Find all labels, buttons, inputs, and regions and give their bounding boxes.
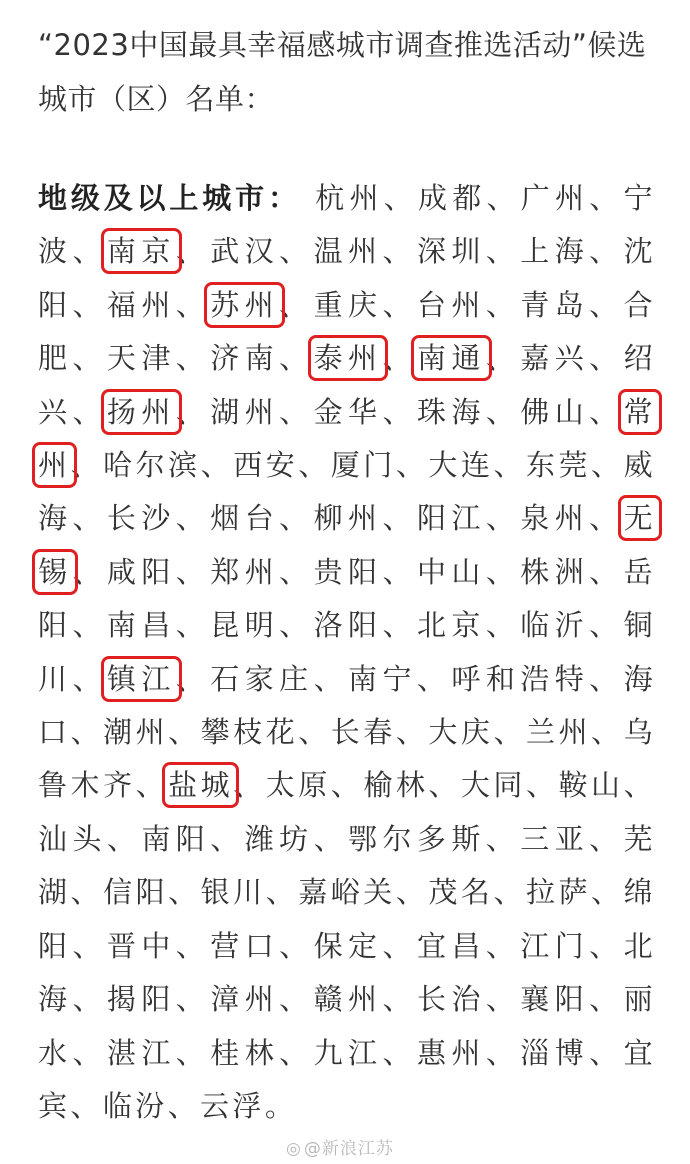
city-name: 南宁	[348, 661, 417, 696]
city-name: 泉州	[520, 501, 590, 536]
separator: 、	[70, 448, 104, 483]
city-name: 武汉	[210, 234, 280, 269]
separator: 、	[72, 287, 107, 322]
city-name: 惠州	[416, 1035, 486, 1070]
separator: 、	[279, 287, 314, 322]
watermark	[286, 1134, 394, 1159]
city-name: 榆林	[363, 768, 429, 803]
city-name: 云浮	[200, 1088, 265, 1123]
city-name: 金华	[313, 394, 383, 429]
separator: 、	[589, 661, 624, 696]
highlighted-city: 苏州	[210, 287, 280, 322]
separator: 、	[279, 234, 314, 269]
city-name: 乌鲁木齐	[38, 715, 656, 803]
separator: 、	[485, 287, 521, 322]
city-name: 营口	[210, 928, 280, 963]
separator: 、	[330, 768, 364, 803]
separator: 、	[589, 394, 624, 429]
city-name: 杭州	[315, 181, 384, 215]
ending-mark: 。	[264, 1088, 298, 1123]
city-name: 芜湖	[38, 821, 656, 910]
city-list	[38, 172, 656, 1133]
city-name: 郑州	[210, 554, 280, 589]
city-name: 漳州	[210, 982, 280, 1017]
separator: 、	[175, 608, 211, 643]
separator: 、	[72, 554, 107, 589]
city-name: 柳州	[313, 501, 383, 536]
city-name: 佛山	[520, 394, 590, 429]
city-name: 揭阳	[106, 982, 176, 1017]
city-name: 中山	[416, 554, 486, 589]
separator: 、	[72, 501, 107, 536]
separator: 、	[168, 715, 201, 750]
city-name: 大连	[428, 448, 494, 483]
city-name: 嘉兴	[520, 341, 590, 376]
city-name: 银川	[200, 875, 266, 910]
city-name: 鞍山	[558, 768, 624, 803]
city-name: 丽水	[38, 982, 657, 1070]
highlighted-city: 泰州	[313, 341, 383, 376]
separator: 、	[382, 341, 417, 376]
separator: 、	[485, 234, 521, 269]
separator: 、	[70, 875, 104, 910]
city-name: 太原	[265, 768, 331, 803]
separator: 、	[395, 715, 429, 750]
separator: 、	[175, 1035, 211, 1070]
separator: 、	[485, 608, 521, 643]
separator: 、	[72, 394, 107, 429]
separator: 、	[279, 501, 314, 536]
city-name: 湛江	[106, 1035, 176, 1070]
highlighted-city: 南通	[416, 341, 486, 376]
city-name: 南昌	[106, 608, 176, 643]
separator: 、	[382, 554, 417, 589]
city-name: 宜昌	[416, 928, 486, 963]
separator: 、	[589, 554, 624, 589]
separator: 、	[525, 768, 559, 803]
city-name: 桂林	[210, 1035, 280, 1070]
city-name: 石家庄	[210, 661, 314, 696]
separator: 、	[395, 448, 429, 483]
separator: 、	[485, 554, 521, 589]
city-name: 广州	[520, 181, 590, 215]
separator: 、	[175, 234, 211, 269]
city-name: 保定	[313, 928, 383, 963]
city-name: 潮州	[103, 715, 169, 750]
separator: 、	[175, 341, 211, 376]
city-name: 长沙	[106, 501, 176, 536]
city-name: 威海	[38, 448, 656, 536]
highlighted-city: 镇江	[106, 661, 176, 696]
city-name: 信阳	[103, 875, 169, 910]
city-name: 贵阳	[313, 554, 383, 589]
separator: 、	[589, 928, 624, 963]
city-name: 汕头	[38, 821, 107, 856]
separator: 、	[382, 608, 417, 643]
city-name: 九江	[313, 1035, 383, 1070]
separator: 、	[589, 287, 624, 322]
separator: 、	[72, 982, 107, 1017]
city-name: 天津	[106, 341, 176, 376]
separator: 、	[485, 821, 521, 856]
separator: 、	[175, 287, 211, 322]
highlighted-city: 扬州	[106, 394, 176, 429]
separator: 、	[428, 768, 461, 803]
separator: 、	[175, 661, 211, 696]
separator: 、	[623, 768, 656, 803]
separator: 、	[210, 821, 245, 856]
weibo-icon: ◎	[286, 1139, 302, 1159]
city-name: 临沂	[520, 608, 590, 643]
city-name: 铜川	[38, 608, 657, 696]
separator: 、	[416, 661, 452, 696]
city-name: 绍兴	[38, 341, 657, 429]
city-name: 南阳	[141, 821, 211, 856]
separator: 、	[72, 928, 107, 963]
city-name: 昆明	[210, 608, 280, 643]
separator: 、	[72, 661, 107, 696]
city-name: 沈阳	[38, 234, 657, 322]
separator: 、	[382, 928, 417, 963]
separator: 、	[175, 928, 211, 963]
document-title: “2023中国最具幸福感城市调查推选活动”候选城市（区）名单：	[38, 28, 647, 116]
separator: 、	[493, 875, 526, 910]
city-name: 烟台	[210, 501, 280, 536]
city-name: 北海	[38, 928, 657, 1017]
separator: 、	[200, 448, 234, 483]
separator: 、	[72, 341, 107, 376]
city-name: 厦门	[330, 448, 396, 483]
separator: 、	[265, 875, 299, 910]
separator: 、	[383, 181, 419, 215]
separator: 、	[167, 1088, 201, 1123]
separator: 、	[382, 501, 417, 536]
city-name: 哈尔滨	[103, 448, 201, 483]
city-name: 大同	[460, 768, 526, 803]
separator: 、	[493, 715, 526, 750]
city-name: 阳江	[416, 501, 486, 536]
city-name: 拉萨	[525, 875, 592, 910]
city-name: 温州	[313, 234, 383, 269]
separator: 、	[493, 448, 526, 483]
city-name: 深圳	[416, 234, 486, 269]
city-name: 福州	[106, 287, 176, 322]
city-name: 济南	[210, 341, 280, 376]
city-name: 咸阳	[106, 554, 176, 589]
city-name: 潍坊	[244, 821, 314, 856]
city-name: 东莞	[525, 448, 592, 483]
separator: 、	[485, 501, 521, 536]
highlighted-city: 常州	[38, 394, 657, 483]
separator: 、	[175, 554, 211, 589]
category-label: 地级及以上城市：	[38, 181, 301, 215]
separator: 、	[175, 394, 211, 429]
separator: 、	[279, 982, 314, 1017]
city-name: 茂名	[428, 875, 494, 910]
separator: 、	[298, 448, 331, 483]
city-name: 海口	[38, 661, 657, 750]
separator: 、	[589, 234, 624, 269]
city-name: 鄂尔多斯	[348, 821, 486, 856]
separator: 、	[313, 821, 349, 856]
separator: 、	[72, 608, 107, 643]
city-name: 台州	[416, 287, 486, 322]
separator: 、	[106, 821, 142, 856]
city-name: 青岛	[520, 287, 590, 322]
separator: 、	[485, 1035, 521, 1070]
separator: 、	[175, 982, 211, 1017]
separator: 、	[589, 501, 624, 536]
city-name: 成都	[418, 181, 487, 215]
city-name: 西安	[233, 448, 299, 483]
city-name: 江门	[520, 928, 590, 963]
separator: 、	[135, 768, 169, 803]
city-name: 呼和浩特	[451, 661, 590, 696]
separator: 、	[382, 394, 417, 429]
city-name: 湖州	[210, 394, 280, 429]
highlighted-city: 南京	[106, 234, 176, 269]
separator: 、	[486, 181, 521, 215]
separator: 、	[70, 715, 104, 750]
separator: 、	[313, 661, 349, 696]
city-name: 长治	[416, 982, 486, 1017]
city-name: 嘉峪关	[298, 875, 396, 910]
separator: 、	[589, 608, 624, 643]
separator: 、	[589, 341, 624, 376]
separator: 、	[485, 928, 521, 963]
separator: 、	[382, 1035, 417, 1070]
city-name: 洛阳	[313, 608, 383, 643]
separator: 、	[591, 875, 624, 910]
city-name: 临汾	[102, 1088, 168, 1123]
city-name: 宁波	[38, 181, 656, 269]
city-name: 株洲	[520, 554, 590, 589]
separator: 、	[591, 715, 624, 750]
separator: 、	[485, 982, 521, 1017]
separator: 、	[485, 394, 521, 429]
city-name: 重庆	[313, 287, 383, 322]
separator: 、	[591, 448, 624, 483]
city-name: 襄阳	[520, 982, 590, 1017]
city-name: 攀枝花	[200, 715, 299, 750]
separator: 、	[70, 1088, 103, 1123]
separator: 、	[589, 181, 624, 215]
city-name: 绵阳	[38, 875, 656, 963]
watermark-text: @新浪江苏	[303, 1139, 394, 1159]
city-name: 大庆	[428, 715, 494, 750]
separator: 、	[589, 1035, 624, 1070]
separator: 、	[395, 875, 429, 910]
separator: 、	[279, 608, 314, 643]
separator: 、	[589, 982, 624, 1017]
city-name: 长春	[330, 715, 396, 750]
separator: 、	[168, 875, 201, 910]
city-name: 合肥	[38, 287, 657, 376]
separator: 、	[72, 234, 107, 269]
separator: 、	[279, 554, 314, 589]
separator: 、	[279, 928, 314, 963]
city-name: 晋中	[106, 928, 176, 963]
separator: 、	[382, 982, 417, 1017]
separator: 、	[233, 768, 266, 803]
separator: 、	[485, 341, 521, 376]
highlighted-city: 盐城	[168, 768, 234, 803]
separator: 、	[382, 287, 417, 322]
separator: 、	[589, 821, 624, 856]
separator: 、	[298, 715, 331, 750]
separator: 、	[279, 341, 314, 376]
separator: 、	[279, 1035, 314, 1070]
city-name: 珠海	[416, 394, 486, 429]
city-name: 上海	[520, 234, 590, 269]
city-name: 赣州	[313, 982, 383, 1017]
separator: 、	[175, 501, 211, 536]
separator: 、	[72, 1035, 107, 1070]
city-name: 三亚	[520, 821, 590, 856]
city-name: 淄博	[520, 1035, 590, 1070]
city-name: 岳阳	[38, 554, 657, 643]
city-name: 宜宾	[38, 1035, 657, 1123]
city-name: 北京	[416, 608, 486, 643]
separator: 、	[279, 394, 314, 429]
separator: 、	[382, 234, 417, 269]
highlighted-city: 无锡	[38, 501, 657, 589]
city-name: 兰州	[525, 715, 592, 750]
